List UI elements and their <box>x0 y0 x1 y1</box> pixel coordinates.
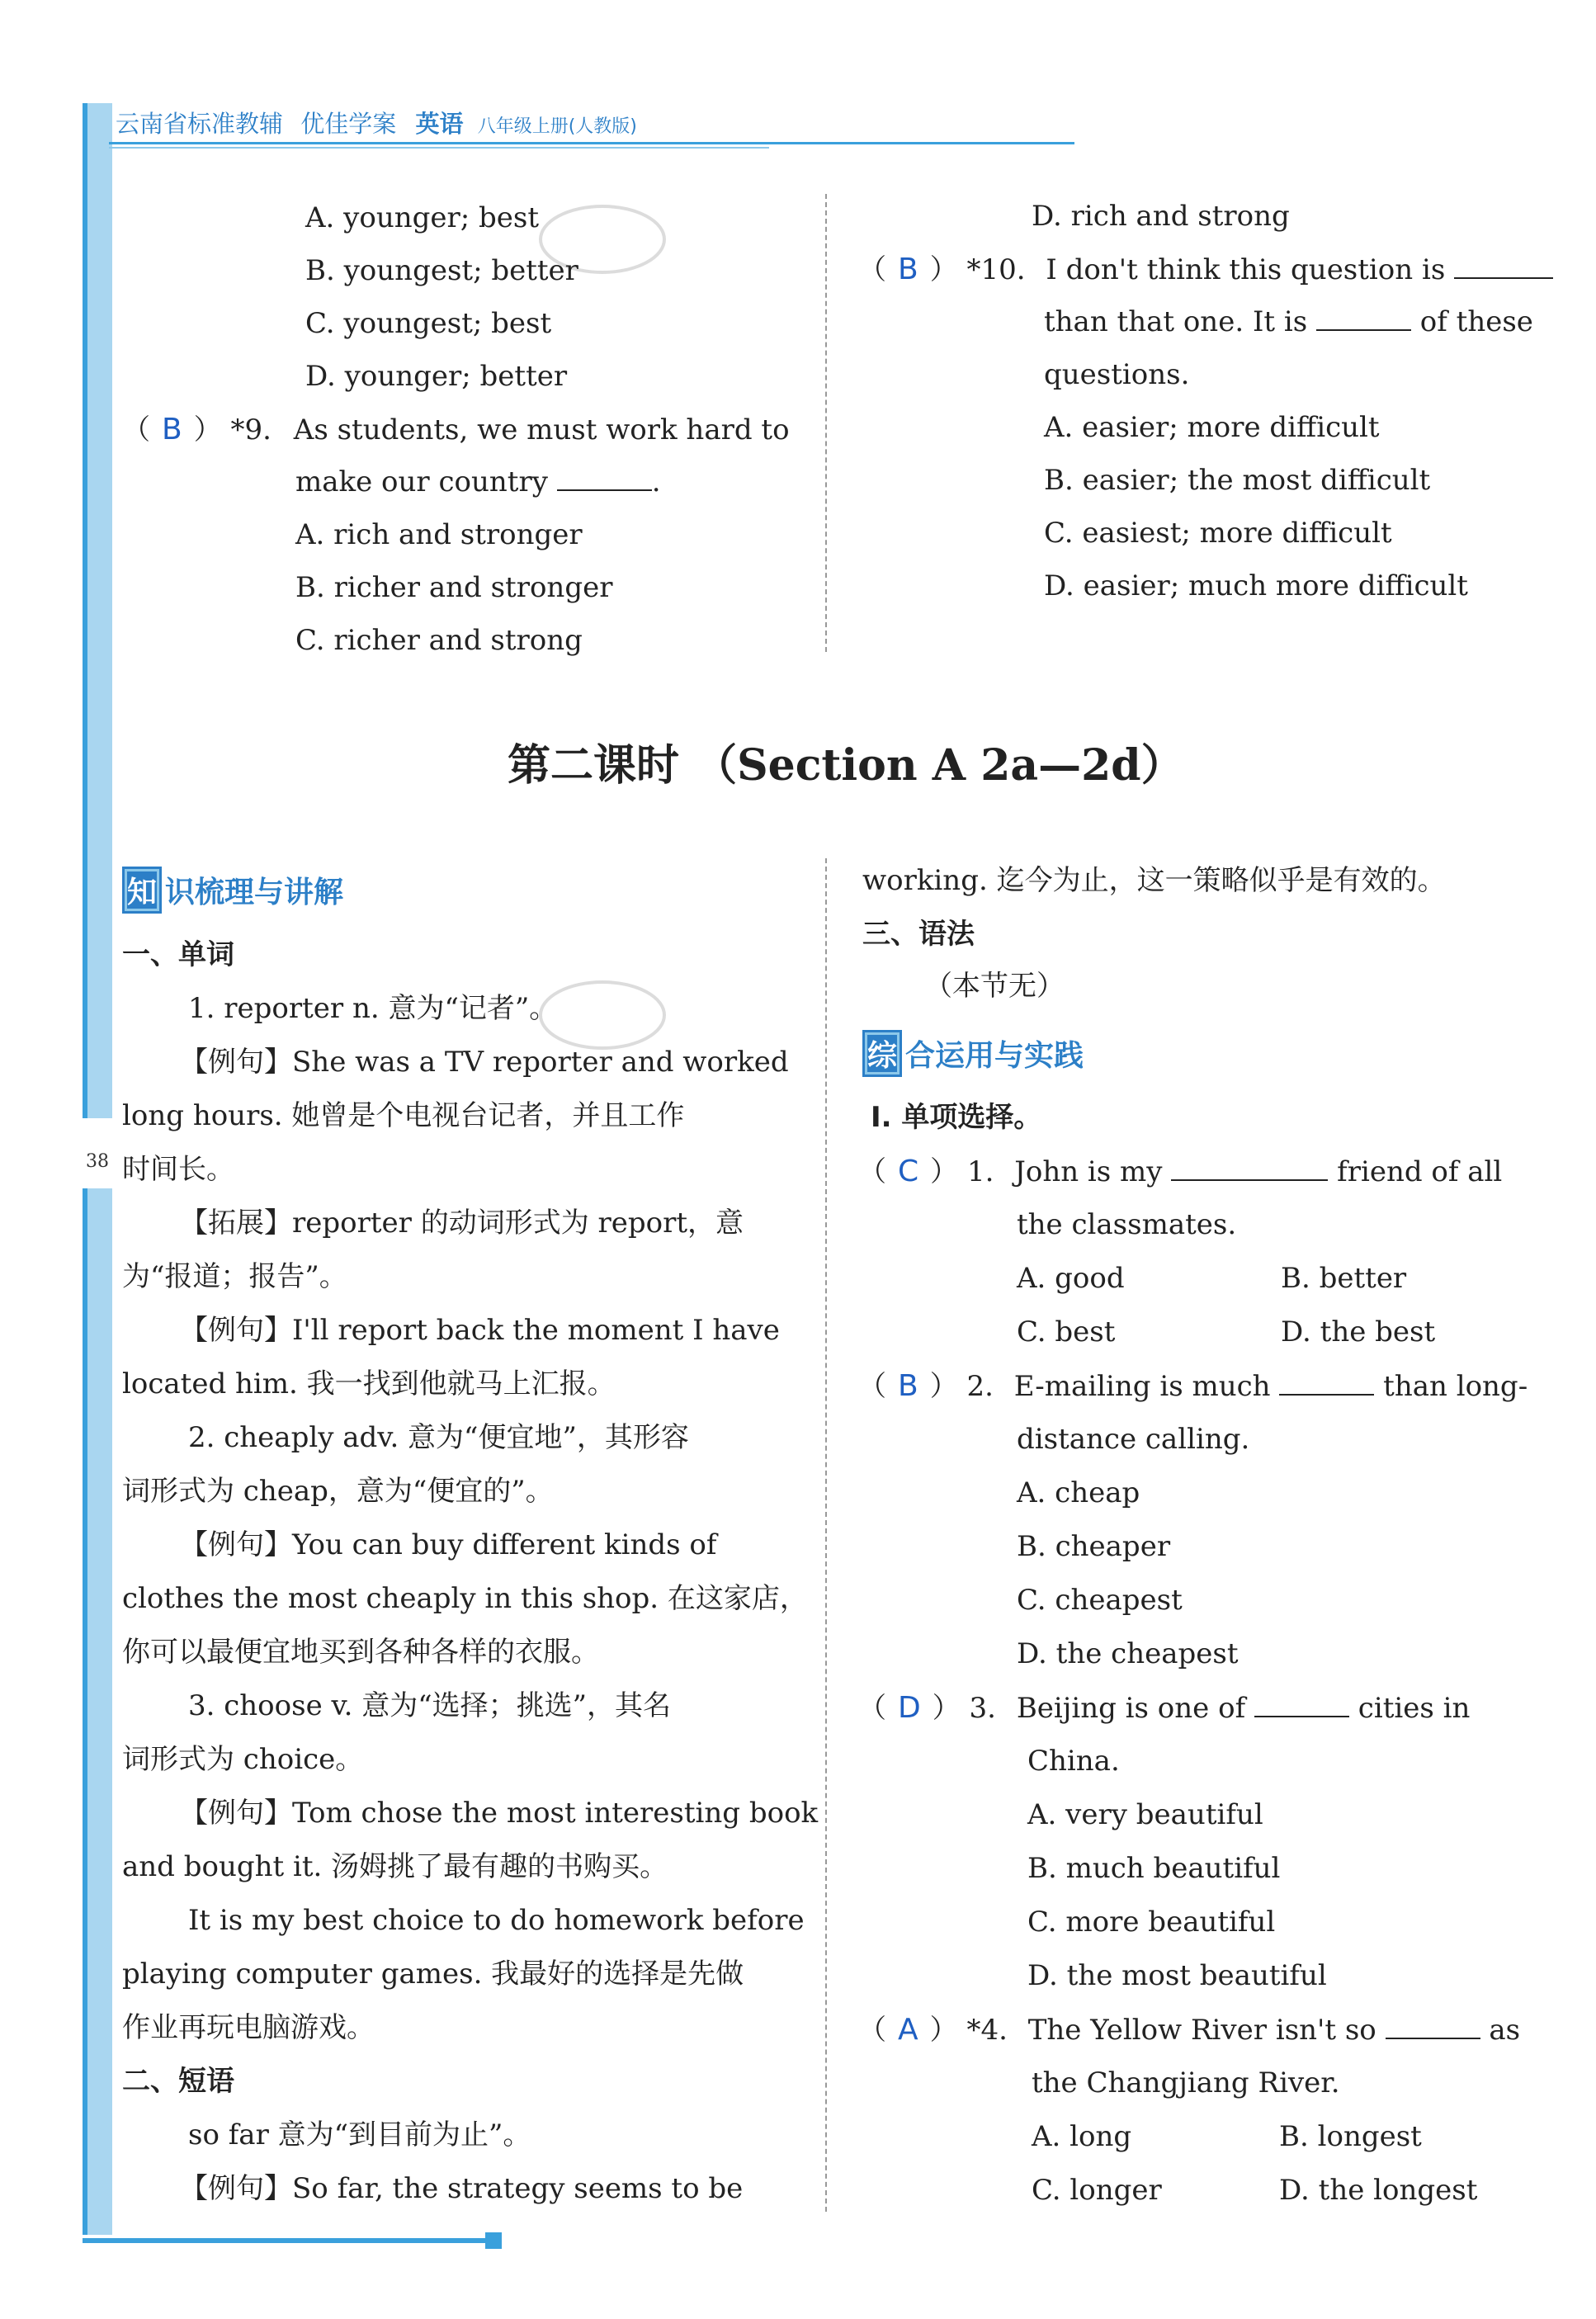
entry: 1. reporter n. 意为“记者”。 <box>188 992 558 1025</box>
example: 时间长。 <box>122 1153 234 1186</box>
question-text: E-mailing is much <box>1013 1370 1271 1403</box>
entry: so far 意为“到目前为止”。 <box>188 2118 531 2151</box>
section-badge-icon: 综 <box>862 1030 902 1077</box>
header-rule-thin <box>109 147 769 149</box>
question-text: as <box>1489 2014 1521 2047</box>
question-text: John is my <box>1014 1155 1163 1188</box>
option: A. very beautiful <box>1027 1798 1263 1831</box>
example: It is my best choice to do homework before <box>188 1904 805 1937</box>
practice-section-heading <box>862 1030 1084 1077</box>
question-4: （ A ） *4. The Yellow River isn't so as <box>858 2013 1521 2047</box>
example: playing computer games. 我最好的选择是先做 <box>122 1958 744 1991</box>
option: C. richer and strong <box>295 624 583 657</box>
example: 【例句】She was a TV reporter and worked <box>180 1046 789 1079</box>
answer-blank <box>1279 1394 1374 1396</box>
header-rule <box>109 142 1074 144</box>
column-divider-top <box>825 194 827 652</box>
question-line: the classmates. <box>1017 1208 1237 1241</box>
answer-blank <box>1171 1179 1328 1181</box>
answer-q1: C <box>898 1155 919 1188</box>
question-line: distance calling. <box>1017 1423 1250 1456</box>
extension: 为“报道；报告”。 <box>122 1260 347 1293</box>
question-3: （ D ） 3. Beijing is one of cities in <box>858 1691 1471 1725</box>
answer-q3: D <box>898 1691 921 1725</box>
example: 【例句】Tom chose the most interesting book <box>180 1797 819 1830</box>
example: 【例句】I'll report back the moment I have <box>180 1314 780 1347</box>
left-margin-bar-lower <box>83 1188 112 2235</box>
question-text: than long- <box>1383 1370 1528 1403</box>
question-number: *10. <box>966 253 1026 286</box>
option: C. more beautiful <box>1027 1906 1276 1939</box>
example: 【例句】You can buy different kinds of <box>180 1528 717 1561</box>
option: B. youngest; better <box>305 254 578 287</box>
header-product: 优佳学案 <box>300 110 397 138</box>
question-text: of these <box>1419 305 1533 338</box>
question-number: *9. <box>230 413 272 446</box>
note: （本节无） <box>924 970 1065 1003</box>
question-text: make our country <box>295 465 548 498</box>
example: located him. 我一找到他就马上汇报。 <box>122 1367 616 1400</box>
option: A. long <box>1032 2120 1132 2153</box>
question-text: Beijing is one of <box>1016 1692 1246 1725</box>
question-2: （ B ） 2. E-mailing is much than long- <box>858 1369 1528 1403</box>
question-number: *4. <box>966 2014 1008 2047</box>
header-subject: 英语 <box>415 110 464 138</box>
question-line: questions. <box>1044 358 1190 391</box>
option: A. cheap <box>1017 1476 1140 1509</box>
option: C. youngest; best <box>305 307 552 340</box>
answer-blank <box>1454 277 1553 279</box>
section-badge-icon: 知 <box>122 867 162 914</box>
question-line: the Changjiang River. <box>1032 2066 1340 2099</box>
question-line <box>295 465 661 498</box>
knowledge-section-heading <box>122 867 343 914</box>
subsection-heading: 二、短语 <box>122 2065 234 2098</box>
example: and bought it. 汤姆挑了最有趣的书购买。 <box>122 1850 668 1883</box>
question-text: than that one. It is <box>1044 305 1308 338</box>
option: B. cheaper <box>1017 1530 1171 1563</box>
option: D. rich and strong <box>1032 200 1290 233</box>
option: C. longer <box>1032 2174 1162 2207</box>
section-heading-text: 合运用与实践 <box>905 1039 1084 1073</box>
option: A. good <box>1017 1262 1125 1295</box>
header-grade: 八年级上册(人教版) <box>477 116 637 137</box>
option: D. the most beautiful <box>1027 1959 1327 1992</box>
bottom-rule-end <box>485 2232 502 2249</box>
question-text: The Yellow River isn't so <box>1027 2014 1376 2047</box>
lesson-title: 第二课时 （Section A 2a—2d） <box>508 740 1184 791</box>
example: 你可以最便宜地买到各种各样的衣服。 <box>122 1636 599 1669</box>
part-heading: Ⅰ. 单项选择。 <box>871 1101 1042 1134</box>
option: D. the cheapest <box>1017 1637 1239 1670</box>
option: D. younger; better <box>305 360 568 393</box>
option: C. cheapest <box>1017 1584 1183 1617</box>
entry: 词形式为 choice。 <box>122 1743 364 1776</box>
question-number: 2. <box>966 1370 994 1403</box>
question-text: I don't think this question is <box>1046 253 1446 286</box>
option: B. better <box>1281 1262 1407 1295</box>
option: B. richer and stronger <box>295 571 613 604</box>
option: D. the best <box>1281 1315 1436 1348</box>
subsection-heading: 一、单词 <box>122 938 234 971</box>
answer-q4: A <box>898 2013 918 2047</box>
example: long hours. 她曾是个电视台记者，并且工作 <box>122 1099 685 1132</box>
answer-blank <box>1316 329 1411 331</box>
question-9: （ B ） *9. As students, we must work hard to <box>122 413 790 446</box>
section-heading-text: 识梳理与讲解 <box>165 876 344 909</box>
example: 【例句】So far, the strategy seems to be <box>180 2172 744 2205</box>
bottom-rule <box>83 2238 487 2243</box>
example: clothes the most cheaply in this shop. 在这家店， <box>122 1582 808 1615</box>
question-1: （ C ） 1. John is my friend of all <box>858 1155 1503 1188</box>
question-line <box>1044 305 1533 338</box>
extension: 【拓展】reporter 的动词形式为 report，意 <box>180 1207 744 1240</box>
option: D. the longest <box>1279 2174 1478 2207</box>
answer-q9: B <box>162 413 182 446</box>
subsection-heading: 三、语法 <box>862 918 975 951</box>
answer-blank <box>1386 2038 1480 2039</box>
option: C. easiest; more difficult <box>1044 517 1392 550</box>
column-divider-bottom <box>825 858 827 2212</box>
example: 作业再玩电脑游戏。 <box>122 2011 375 2044</box>
option: C. best <box>1017 1315 1116 1348</box>
answer-q10: B <box>898 253 918 286</box>
option: D. easier; much more difficult <box>1044 569 1468 602</box>
question-10: （ B ） *10. I don't think this question is <box>858 255 1553 285</box>
question-line: China. <box>1027 1745 1120 1778</box>
entry: 词形式为 cheap，意为“便宜的”。 <box>122 1475 554 1508</box>
question-text: As students, we must work hard to <box>293 413 790 446</box>
answer-blank <box>1254 1716 1349 1717</box>
left-margin-bar <box>83 103 112 1118</box>
option: A. younger; best <box>305 201 540 234</box>
option: B. easier; the most difficult <box>1044 464 1431 497</box>
entry: 3. choose v. 意为“选择；挑选”，其名 <box>188 1689 672 1722</box>
option: A. easier; more difficult <box>1044 411 1380 444</box>
answer-q2: B <box>898 1369 918 1403</box>
running-header <box>116 106 637 139</box>
question-text: cities in <box>1358 1692 1471 1725</box>
example: working. 迄今为止，这一策略似乎是有效的。 <box>862 864 1446 897</box>
header-series: 云南省标准教辅 <box>116 110 284 138</box>
option: B. much beautiful <box>1027 1852 1281 1885</box>
entry: 2. cheaply adv. 意为“便宜地”，其形容 <box>188 1421 689 1454</box>
question-number: 3. <box>969 1692 996 1725</box>
answer-blank <box>557 489 652 491</box>
option: B. longest <box>1279 2120 1422 2153</box>
page-number: 38 <box>86 1151 109 1172</box>
question-text: friend of all <box>1337 1155 1503 1188</box>
question-number: 1. <box>966 1155 994 1188</box>
punctuation: . <box>651 465 661 498</box>
option: A. rich and stronger <box>295 518 583 551</box>
